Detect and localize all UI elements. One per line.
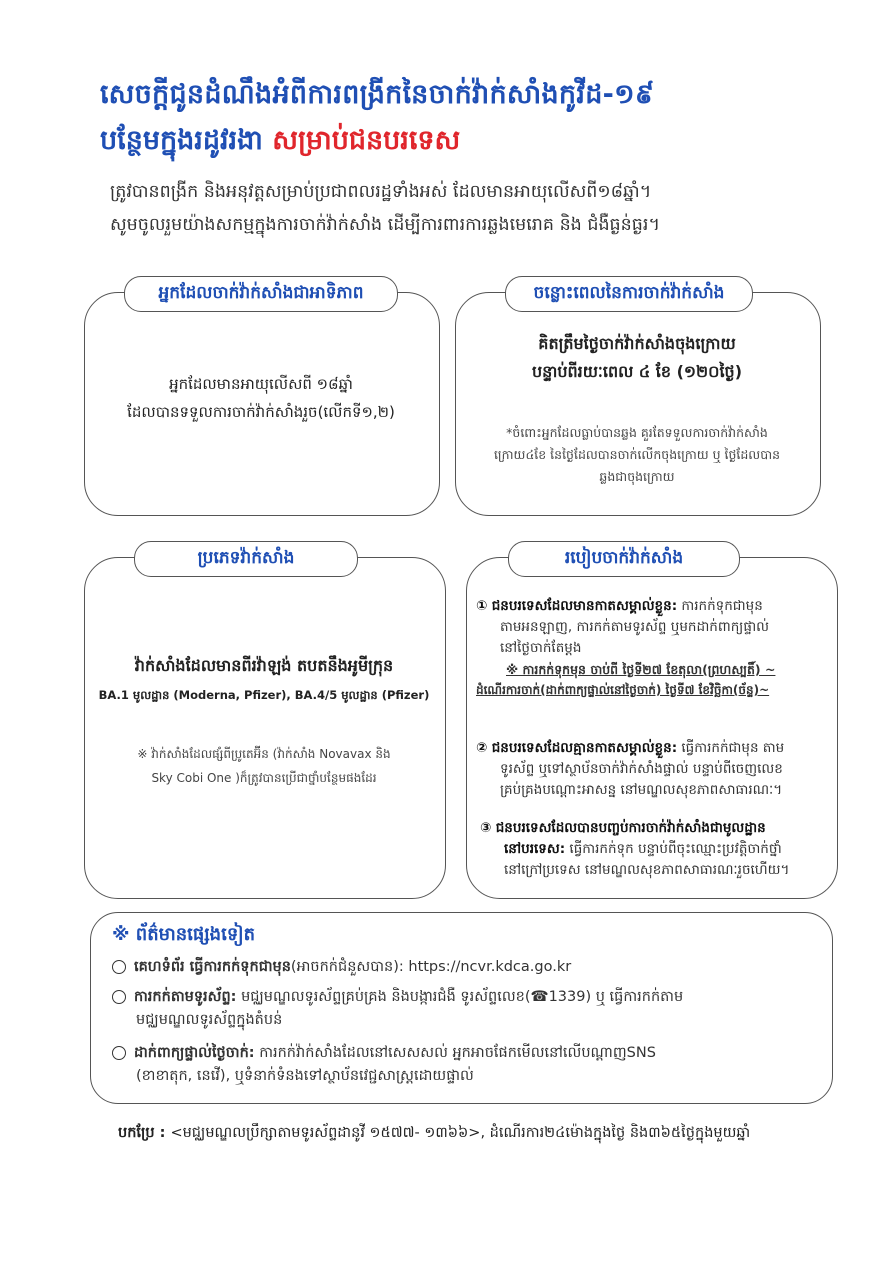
vaccine-note-line-2: Sky Cobi One )ក៏ត្រូវបានប្រើជាថ្នាំបន្ថែមផងដែរ [151, 771, 377, 785]
vaccine-types: BA.1 មូលដ្ឋាន (Moderna, Pfizer), BA.4/5 មូលដ្ឋាន (Pfizer) [98, 688, 430, 702]
tab-interval: ចន្លោះពេលនៃការចាក់វ៉ាក់សាំង [505, 276, 753, 312]
info-item-3 [112, 1042, 824, 1088]
info-item-1 [112, 956, 822, 979]
step-1-note-2: ដំណើរការចាក់(ដាក់ពាក្យផ្ទាល់នៅថ្ងៃចាក់) ថ្ងៃទី៧ ខែវិច្ឆិកា(ច័ន្ទ)~ [476, 683, 770, 697]
interval-head-line-2: បន្ទាប់ពីរយៈពេល ៤ ខែ (១២០ថ្ងៃ) [531, 362, 743, 381]
info-1-url[interactable]: https://ncvr.kdca.go.kr [408, 959, 572, 975]
bullet-circle-icon [112, 1046, 126, 1060]
tab-vaccine: ប្រភេទវ៉ាក់សាំង [134, 541, 358, 577]
interval-note [462, 422, 812, 488]
info-3-text-2: (ខាខាតុក, នេវើ), ឬទំនាក់ទំនងទៅស្ថាប័នវេជ្ជសាស្ត្រដោយផ្ទាល់ [136, 1068, 474, 1084]
info-2-text-2: មជ្ឈមណ្ឌលទូរស័ព្ទក្នុងតំបន់ [136, 1012, 283, 1028]
step-2-line-3: គ្រប់គ្រងបណ្តោះអាសន្ន នៅមណ្ឌលសុខភាពសាធារណៈ។ [500, 782, 783, 798]
step-1-note-1: ※ ការកក់ទុកមុន ចាប់ពី ថ្ងៃទី២៧ ខែតុលា(ព្រហស្បតិ៍) ~ [506, 662, 776, 677]
step-3-line-1: ធ្វើការកក់ទុក បន្ទាប់ពីចុះឈ្មោះប្រវត្តិចាក់ថ្នាំ [569, 841, 782, 857]
page-title-line1: សេចក្ដីជូនដំណឹងអំពីការពង្រីកនៃចាក់វ៉ាក់សាំងកូវីដ-១៩ [100, 79, 655, 110]
step-2-line-2: ទូរស័ព្ទ ឬទៅស្ថាប័នចាក់វ៉ាក់សាំងផ្ទាល់ បន្ទាប់ពីចេញលេខ [500, 761, 783, 777]
info-heading: ※ ព័ត៌មានផ្សេងទៀត [112, 924, 256, 945]
step-3-title: ជនបរទេសដែលបានបញ្ចប់ការចាក់វ៉ាក់សាំងជាមូលដ្ឋាន [495, 820, 766, 836]
step-2-num: ② [476, 740, 488, 756]
footer-label: បកប្រែ : [118, 1125, 166, 1141]
info-2-bold: ការកក់តាមទូរស័ព្ទ: [134, 989, 237, 1005]
bullet-circle-icon [112, 960, 126, 974]
interval-note-line-2: ក្រោយ៤ខែ នៃថ្ងៃដែលបានចាក់លើកចុងក្រោយ ឬ ថ្ងៃដែលបាន [493, 447, 781, 462]
step-1-line-2: តាមអនឡាញ, ការកក់តាមទូរស័ព្ទ ឬមកដាក់ពាក្យផ្ទាល់ [500, 619, 770, 635]
step-2-title: ជនបរទេសដែលគ្មានកាតសម្គាល់ខ្លួន: [491, 740, 678, 756]
step-1-line-1: ការកក់ទុកជាមុន [681, 598, 763, 614]
info-3-bold: ដាក់ពាក្យផ្ទាល់ថ្ងៃចាក់: [134, 1045, 255, 1061]
method-step-2 [476, 738, 832, 801]
step-1-title: ជនបរទេសដែលមានកាតសម្គាល់ខ្លួន: [491, 598, 678, 614]
target-text [90, 370, 432, 426]
title-red-part: សម្រាប់ជនបរទេស [272, 125, 461, 156]
method-step-3 [480, 818, 834, 881]
bullet-circle-icon [112, 990, 126, 1004]
step-1-line-3: នៅថ្ងៃចាក់តែម្តង [500, 640, 582, 656]
method-step-1 [476, 596, 832, 701]
intro-line-1: ត្រូវបានពង្រីក និងអនុវត្តសម្រាប់ប្រជាពលរដ្ឋទាំងអស់ ដែលមានអាយុលើសពី១៨ឆ្នាំ។ [110, 182, 652, 202]
vaccine-head: វ៉ាក់សាំងដែលមានពីរវ៉ាឡង់ តបតនឹងអូមីក្រុន [134, 656, 394, 675]
target-line-2: ដែលបានទទួលការចាក់វ៉ាក់សាំងរួច(លើកទី១,២) [127, 403, 395, 421]
title-blue-part: បន្ថែមក្នុងរដូវរងា [100, 125, 263, 156]
interval-note-line-1: *ចំពោះអ្នកដែលធ្លាប់បានឆ្លង គួរតែទទួលការចាក់វ៉ាក់សាំង [506, 425, 768, 440]
tab-method: របៀបចាក់វ៉ាក់សាំង [508, 541, 740, 577]
intro-line-2: សូមចូលរួមយ៉ាងសកម្មក្នុងការចាក់វ៉ាក់សាំង ដើម្បីការពារការឆ្លងមេរោគ និង ជំងឺធ្ងន់ធ្ងរ។ [110, 215, 660, 235]
interval-head [462, 330, 812, 386]
target-line-1: អ្នកដែលមានអាយុលើសពី ១៨ឆ្នាំ [169, 375, 353, 393]
info-2-text: មជ្ឈមណ្ឌលទូរស័ព្ទគ្រប់គ្រង និងបង្ការជំងឺ ទូរស័ព្ទលេខ(☎1339) ឬ ធ្វើការកក់តាម [241, 989, 684, 1005]
step-3-line-2: នៅក្រៅប្រទេស នៅមណ្ឌលសុខភាពសាធារណៈរួចហើយ។ [504, 862, 790, 878]
interval-head-line-1: គិតត្រឹមថ្ងៃចាក់វ៉ាក់សាំងចុងក្រោយ [538, 334, 736, 353]
vaccine-note-line-1: ※ វ៉ាក់សាំងដែលផ្សំពីប្រូតេអ៊ីន (វ៉ាក់សាំង Novavax និង [137, 747, 391, 761]
vaccine-note [90, 742, 438, 790]
step-1-num: ① [476, 598, 488, 614]
vaccine-box [84, 557, 446, 899]
info-3-text: ការកក់វ៉ាក់សាំងដែលនៅសេសសល់ អ្នកអាចផែកមើលនៅលើបណ្តាញSNS [259, 1045, 656, 1061]
step-3-num: ③ [480, 820, 492, 836]
footer-text: <មជ្ឈមណ្ឌលប្រឹក្សាតាមទូរស័ព្ទដានូវី ១៥៧៧- ១៣៦៦>, ដំណើរការ២៤ម៉ោងក្នុងថ្ងៃ និង៣៦៥ថ្ងៃក្នុងមួយឆ្នាំ [170, 1125, 751, 1141]
page-title-line2 [100, 124, 460, 163]
tab-target: អ្នកដែលចាក់វ៉ាក់សាំងជាអាទិភាព [124, 276, 398, 312]
info-1-text: (អាចកក់ជំនួសបាន): [290, 959, 404, 975]
step-2-line-1: ធ្វើការកក់ជាមុន តាម [681, 740, 785, 756]
step-3-line-1-bold: នៅបរទេស: [504, 841, 566, 857]
info-1-bold: គេហទំព័រ ធ្វើការកក់ទុកជាមុន [134, 959, 291, 975]
info-item-2 [112, 986, 824, 1032]
interval-note-line-3: ឆ្លងជាចុងក្រោយ [599, 469, 675, 484]
translation-footer [118, 1124, 750, 1145]
